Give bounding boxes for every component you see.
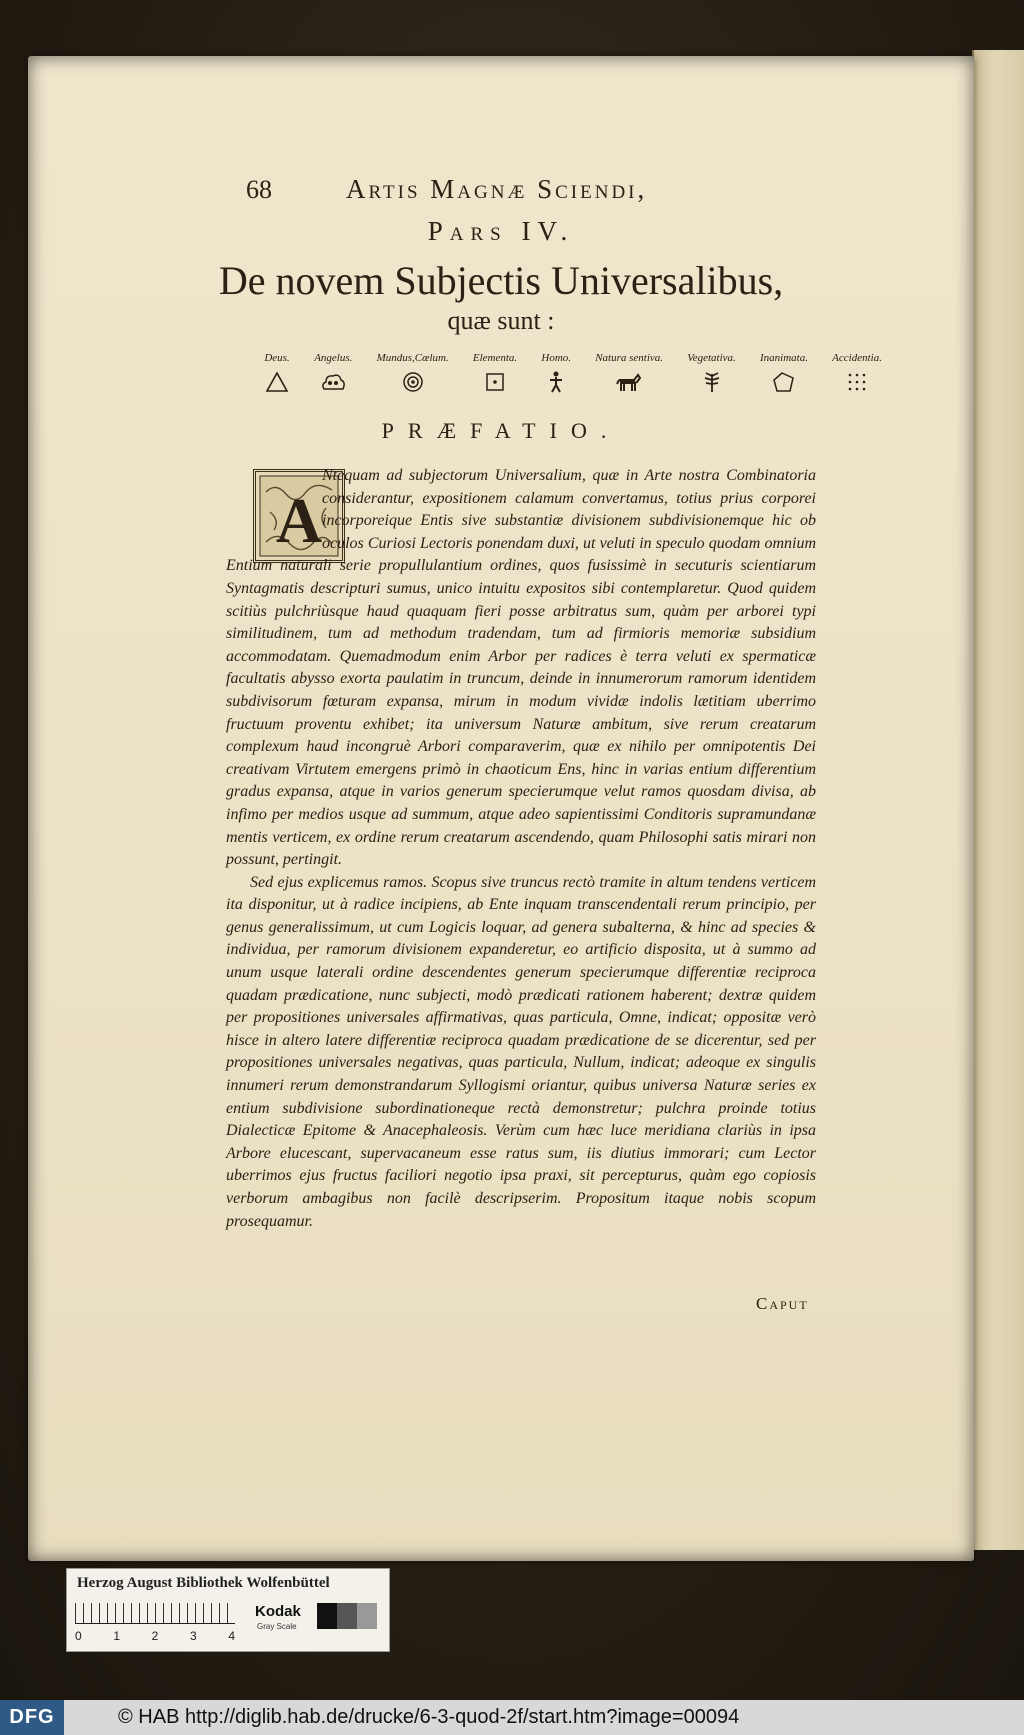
kodak-brand: Kodak xyxy=(255,1603,301,1620)
gray-swatch xyxy=(357,1603,377,1629)
subject-inanimata xyxy=(760,352,808,394)
square-dot-icon xyxy=(482,370,508,394)
human-figure-icon xyxy=(543,370,569,394)
initial-letter: A xyxy=(275,485,323,556)
paragraph-text: Ntequam ad subjectorum Universalium, quæ in Arte nostra Combinatoria considerantur, expositionem calamum convertamus, totius prius corporei incorporeique Entis sive substantiæ divisionem subdivisionemque hic ob oculos Curiosi Lectoris ponendam duxi, ut veluti in speculo quodam omnium Entium naturali serie propullulantium ordines, quos fusissimè in secuturis scientiarum Syntagmatis descripturi sumus, unico intuitu expositos sibi contemplaretur. Quod quidem scitiùs pulchriùsque haud quaquam fieri posse arbitratus sum, quàm per arborei typi similitudinem, tum ad methodum tradendam, tum ad firmioris memoriæ subsidium accommodatam. Quemadmodum enim Arbor per radices è terra veluti ex spermaticæ facultatis abysso exorta paulatim in truncum, deinde in innumerorum ramorum identidem subdivisorum fœturam expansa, mirum in modum vividæ indolis lætitiam uberrimo fructuum proventu exhibet; ita universum Naturæ ambitum, sive rerum creatarum complexum haud incongruè Arbori comparaverim, quæ ex nihilo per omnipotentis Dei creativam Virtutem emergens primò in chaoticum Ens, hinc in varias entium differentium gradus expansa, atque in varios generum specierumque velut ramos quosdam divisa, ab infimo per medios usque ad summum, atque adeo sapientissimi Conditoris supramundanæ mentis verticem, ex ordine rerum creatarum ascendendo, quam Philosophi satis mirari non possunt, pertingit. xyxy=(226,467,816,869)
library-name: Herzog August Bibliothek Wolfenbüttel xyxy=(77,1575,330,1591)
gray-swatch xyxy=(317,1603,337,1629)
part-title: Pars IV. xyxy=(427,216,575,246)
copyright-link[interactable]: © HAB http://diglib.hab.de/drucke/6-3-quod-2f/start.htm?image=00094 xyxy=(118,1706,740,1728)
subject-label: Angelus. xyxy=(314,352,353,364)
ruler-number: 1 xyxy=(113,1629,121,1643)
subject-deus xyxy=(264,352,290,394)
section-heading: PRÆFATIO. xyxy=(381,418,621,443)
chapter-subtitle: quæ sunt : xyxy=(447,306,555,335)
concentric-circles-icon xyxy=(400,370,426,394)
page-header xyxy=(246,174,786,205)
book-page xyxy=(28,56,974,1561)
footer-bar xyxy=(0,1700,1024,1735)
color-calibration-card xyxy=(66,1568,390,1652)
paragraph xyxy=(226,465,816,872)
page-number: 68 xyxy=(246,175,272,204)
ruler-number: 3 xyxy=(189,1629,197,1643)
subjects-row xyxy=(264,352,882,394)
ruler-number: 0 xyxy=(75,1629,82,1643)
subject-label: Mundus,Cœlum. xyxy=(376,352,449,364)
subject-homo xyxy=(541,352,571,394)
dfg-logo: DFG xyxy=(0,1700,64,1735)
triangle-icon xyxy=(264,370,290,394)
ruler-scale xyxy=(75,1603,235,1624)
catchword: Caput xyxy=(756,1294,809,1313)
subject-label: Homo. xyxy=(541,352,572,364)
subject-label: Natura sentiva. xyxy=(595,352,664,364)
subject-mundus xyxy=(377,352,449,394)
tree-icon xyxy=(699,370,725,394)
subject-accidentia xyxy=(832,352,882,394)
subject-label: Accidentia. xyxy=(832,352,882,364)
paragraph: Sed ejus explicemus ramos. Scopus sive truncus rectò tramite in altum tendens verticem ita disponitur, ut à radice incipiens, ab Ente inquam transcendentali rerum principio, per genus generalissimum, ut cum Logicis loquar, ad genera subalterna, & hinc ad species & individua, per ramorum divisionem expanderetur, eo artificio disposita, ut à summo ad unum usque laterali ordine descendentes generum specierumque differentiæ reciproca quadam prædicatione, nunc subjecti, modò prædicati rationem haberent; dextræ quidem per propositiones universales affirmativas, quas particula, Omne, indicat; oppositæ verò hisce in altero latere differentiæ reciproca quadam prædicatione de se dicerentur, sed per propositiones universales negativas, quas particula, Nullum, indicat; adeoque ex singulis innumeri rerum demonstrandarum Syllogismi oriantur, quibus universa Naturæ series ex entium subdivisione subordinationeque rectà demonstretur; pulchra proinde totius Dialecticæ Epitome & Anacephaleosis. Verùm cum hæc luce meridiana clariùs in ipsa Arbore elucescant, supervacaneum esse ratus sum, iis diutius immorari; cum Lector uberrimos ejus fructus faciliori negotio ipsa praxi, sit percepturus, quàm ego copiosis verborum ambagibus non facilè descripserim. Propositum itaque nobis scopum prosequamur. xyxy=(226,873,816,1230)
subject-label: Deus. xyxy=(264,352,290,364)
subject-natura-sentiva xyxy=(595,352,663,394)
subject-label: Inanimata. xyxy=(760,352,808,364)
running-head: Artis Magnæ Sciendi, xyxy=(346,174,648,204)
dot-grid-icon xyxy=(844,370,870,394)
subject-label: Vegetativa. xyxy=(687,352,736,364)
subject-label: Elementa. xyxy=(472,352,518,364)
chapter-title: De novem Subjectis Universalibus, xyxy=(218,258,784,303)
ruler-number: 4 xyxy=(228,1629,235,1643)
ruler-numbers xyxy=(75,1629,235,1643)
gray-swatch xyxy=(337,1603,357,1629)
subject-elementa xyxy=(473,352,517,394)
adjacent-page-edge xyxy=(972,50,1024,1550)
subject-angelus xyxy=(314,352,352,394)
gray-swatches xyxy=(317,1603,377,1629)
pentagon-icon xyxy=(771,370,797,394)
body-text xyxy=(226,465,816,1233)
cloud-icon xyxy=(320,370,346,394)
gray-scale-label: Gray Scale xyxy=(257,1622,297,1631)
animal-icon xyxy=(616,370,642,394)
ruler-number: 2 xyxy=(151,1629,159,1643)
subject-vegetativa xyxy=(687,352,736,394)
